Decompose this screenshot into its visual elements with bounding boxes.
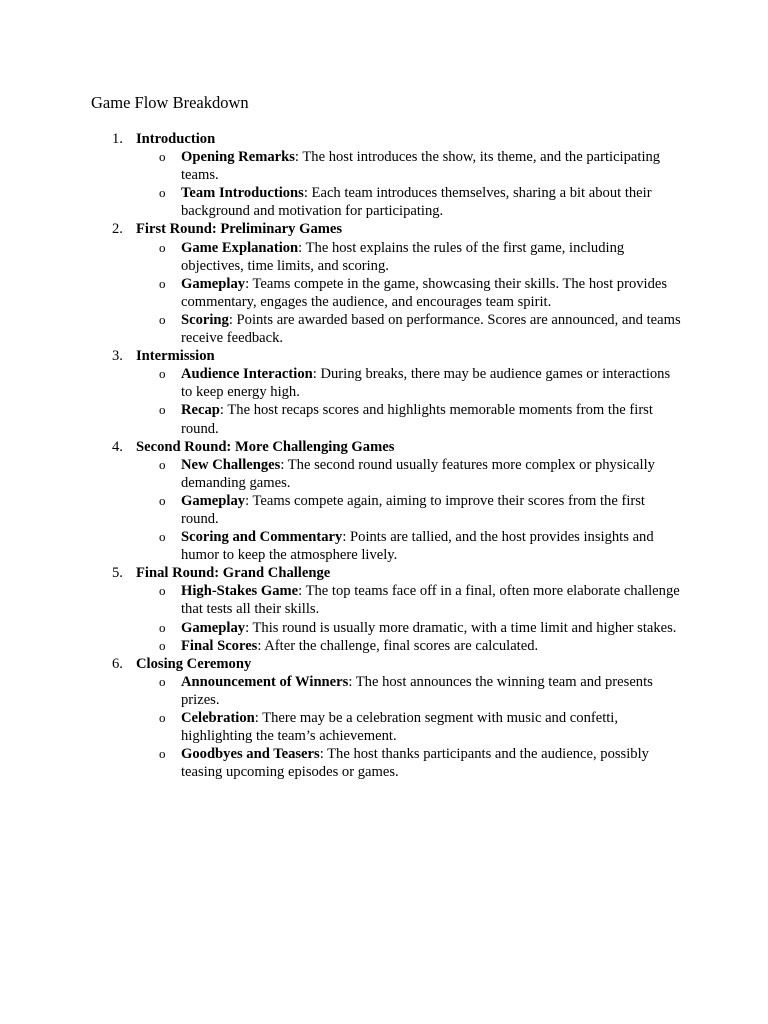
list-item <box>159 709 681 745</box>
hollow-bullet-icon: o <box>159 673 166 689</box>
list-item <box>159 148 681 184</box>
item-description: : Points are awarded based on performance. Scores are announced, and teams receive feedback. <box>181 311 681 347</box>
sub-item-list <box>136 456 768 565</box>
section-number: 2. <box>112 221 123 238</box>
item-description: : Each team introduces themselves, sharing a bit about their background and motivation for participating. <box>181 185 652 220</box>
item-label: Opening Remarks <box>181 149 295 166</box>
list-item <box>159 239 681 275</box>
hollow-bullet-icon: o <box>159 746 166 762</box>
sub-item-list <box>136 239 768 348</box>
list-item <box>159 673 681 709</box>
list-item <box>159 637 681 655</box>
hollow-bullet-icon: o <box>159 366 166 382</box>
section-item <box>0 347 768 437</box>
list-item <box>159 582 681 618</box>
item-description: : The host introduces the show, its theme, and the participating teams. <box>181 149 661 184</box>
sub-item-list <box>136 582 768 654</box>
section-item <box>0 130 768 220</box>
section-item <box>0 655 768 782</box>
list-item <box>159 184 681 220</box>
list-item <box>159 528 681 564</box>
hollow-bullet-icon: o <box>159 456 166 472</box>
hollow-bullet-icon: o <box>159 583 166 599</box>
list-item <box>159 492 681 528</box>
hollow-bullet-icon: o <box>159 239 166 255</box>
item-label: Gameplay <box>181 492 246 509</box>
hollow-bullet-icon: o <box>159 619 166 635</box>
section-number: 1. <box>112 131 123 147</box>
section-item <box>0 564 768 654</box>
item-label: Goodbyes and Teasers <box>181 746 320 763</box>
hollow-bullet-icon: o <box>159 637 166 653</box>
item-description: : The host explains the rules of the first game, including objectives, time limits, and scoring. <box>181 239 625 274</box>
hollow-bullet-icon: o <box>159 710 166 725</box>
sub-item-list <box>136 673 768 782</box>
item-description: : Teams compete again, aiming to improve their scores from the first round. <box>181 492 645 527</box>
hollow-bullet-icon: o <box>159 275 166 291</box>
section-number: 5. <box>112 565 123 582</box>
item-label: Team Introductions <box>181 185 304 202</box>
item-description: : Teams compete in the game, showcasing their skills. The host provides commentary, engages the audience, and encourages team spirit. <box>181 275 668 310</box>
list-item <box>159 745 681 781</box>
item-label: Scoring <box>181 311 229 328</box>
hollow-bullet-icon: o <box>159 492 166 508</box>
list-item <box>159 456 681 492</box>
item-label: Celebration <box>181 710 255 726</box>
hollow-bullet-icon: o <box>159 529 166 545</box>
hollow-bullet-icon: o <box>159 311 166 327</box>
hollow-bullet-icon: o <box>159 149 166 165</box>
item-description: : Points are tallied, and the host provides insights and humor to keep the atmosphere lively. <box>181 529 654 564</box>
item-description: : After the challenge, final scores are calculated. <box>257 637 539 654</box>
item-label: Audience Interaction <box>181 366 313 383</box>
item-description: : The host recaps scores and highlights memorable moments from the first round. <box>181 402 653 437</box>
document-title: Game Flow Breakdown <box>91 93 249 112</box>
item-description: : The host announces the winning team and presents prizes. <box>181 673 653 708</box>
section-title: Closing Ceremony <box>136 655 252 672</box>
item-label: Scoring and Commentary <box>181 529 343 546</box>
list-item <box>159 401 681 437</box>
sub-item-list <box>136 148 768 220</box>
section-title: Second Round: More Challenging Games <box>136 438 395 455</box>
item-label: Announcement of Winners <box>181 673 349 690</box>
item-label: Recap <box>181 402 220 419</box>
section-item <box>0 438 768 565</box>
item-description: : The top teams face off in a final, often more elaborate challenge that tests all their skills. <box>181 583 680 618</box>
section-item <box>0 220 768 347</box>
item-description: : The second round usually features more complex or physically demanding games. <box>181 456 655 491</box>
sub-item-list <box>136 365 768 437</box>
hollow-bullet-icon: o <box>159 402 166 418</box>
item-description: : There may be a celebration segment with music and confetti, highlighting the team’s achievement. <box>181 710 619 745</box>
item-label: Gameplay <box>181 619 246 636</box>
item-label: Final Scores <box>181 637 258 654</box>
item-label: Game Explanation <box>181 239 299 256</box>
list-item <box>159 365 681 401</box>
section-number: 6. <box>112 655 123 672</box>
item-label: Gameplay <box>181 275 246 292</box>
section-title: First Round: Preliminary Games <box>136 221 343 238</box>
item-label: New Challenges <box>181 456 281 473</box>
section-number: 3. <box>112 348 123 365</box>
item-label: High-Stakes Game <box>181 583 299 600</box>
section-title: Intermission <box>136 348 215 365</box>
section-title: Introduction <box>136 131 216 147</box>
section-title: Final Round: Grand Challenge <box>136 565 331 582</box>
section-number: 4. <box>112 438 123 455</box>
item-description: : The host thanks participants and the audience, possibly teasing upcoming episodes or games. <box>181 746 649 781</box>
hollow-bullet-icon: o <box>159 185 166 201</box>
section-list <box>0 130 768 781</box>
list-item <box>159 275 681 311</box>
item-description: : During breaks, there may be audience games or interactions to keep energy high. <box>181 366 671 401</box>
list-item <box>159 619 681 637</box>
list-item <box>159 311 681 347</box>
item-description: : This round is usually more dramatic, with a time limit and higher stakes. <box>245 619 677 636</box>
